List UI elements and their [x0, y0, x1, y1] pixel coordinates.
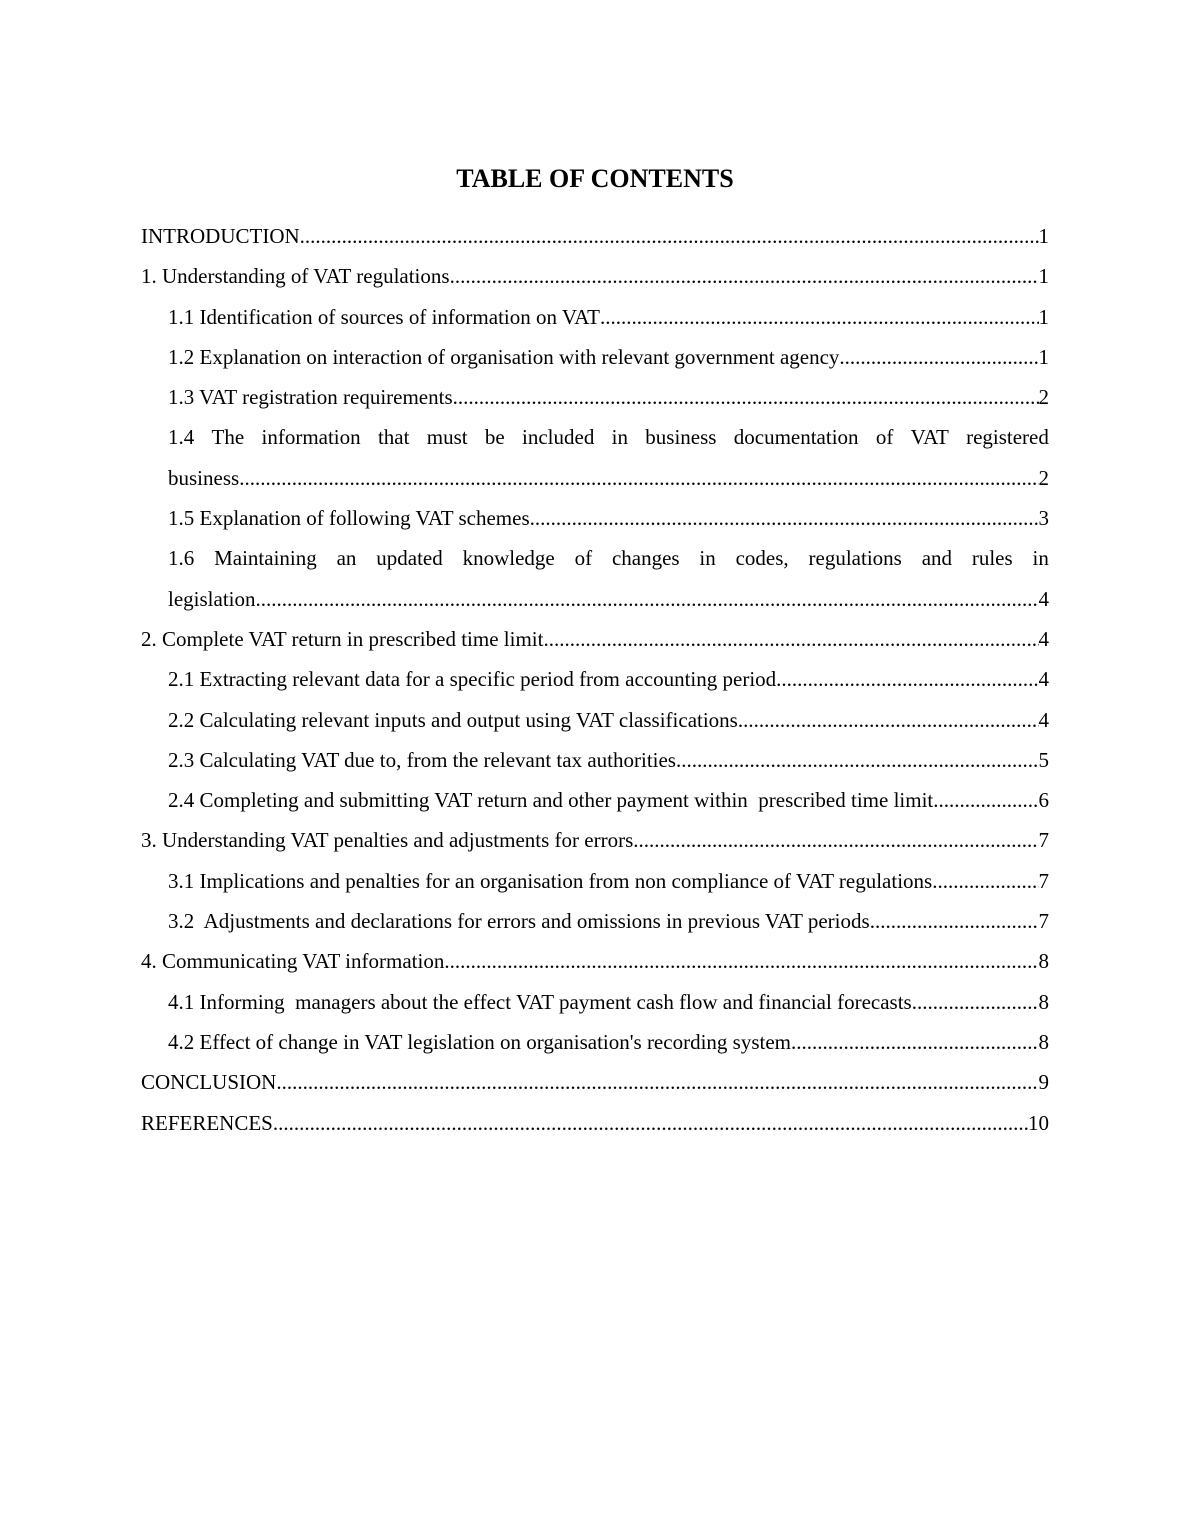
toc-page-number: 4 [1038, 586, 1049, 611]
toc-entry-text: 3.2 Adjustments and declarations for errors and omissions in previous VAT periods [168, 909, 870, 934]
toc-entry-line-2 [168, 458, 1049, 498]
toc-entry-text: 1.6 Maintaining an updated knowledge of changes in codes, regulations and rules in [168, 546, 1049, 571]
dot-leader [776, 659, 1038, 699]
toc-entry-text: 2.3 Calculating VAT due to, from the relevant tax authorities [168, 747, 676, 772]
toc-entry-text: 4. Communicating VAT information [141, 949, 445, 974]
toc-entry-text: INTRODUCTION [141, 224, 300, 248]
toc-page-number: 1 [1038, 344, 1049, 369]
toc-entry-text: 3. Understanding VAT penalties and adjustments for errors [141, 828, 634, 853]
toc-entry-text: 2.1 Extracting relevant data for a specific period from accounting period [168, 667, 777, 692]
toc-page-number: 6 [1038, 788, 1049, 813]
table-of-contents [141, 216, 1049, 1143]
toc-entry[interactable] [168, 982, 1049, 1022]
dot-leader [676, 740, 1039, 780]
toc-entry[interactable] [141, 256, 1049, 296]
toc-entry-text: 1.4 The information that must be included in business documentation of VAT registered [168, 425, 1049, 450]
toc-entry[interactable] [141, 1062, 1049, 1102]
dot-leader [276, 1062, 1038, 1102]
toc-entry-text: 2.2 Calculating relevant inputs and output using VAT classifications [168, 707, 738, 732]
dot-leader [450, 256, 1039, 296]
dot-leader [453, 377, 1039, 417]
toc-entry[interactable] [168, 417, 1049, 498]
toc-entry-text-continued: legislation [168, 586, 256, 611]
toc-entry[interactable] [168, 861, 1049, 901]
toc-entry[interactable] [168, 700, 1049, 740]
toc-entry[interactable] [168, 297, 1049, 337]
toc-entry-text: REFERENCES [141, 1110, 273, 1135]
toc-page-number: 4 [1038, 626, 1049, 651]
toc-entry-text: 2. Complete VAT return in prescribed time limit [141, 626, 544, 651]
toc-page-number: 5 [1038, 747, 1049, 772]
dot-leader [273, 1103, 1028, 1143]
toc-entry[interactable] [141, 941, 1049, 981]
toc-entry-text: 1.2 Explanation on interaction of organisation with relevant government agency [168, 344, 840, 369]
toc-entry[interactable] [168, 780, 1049, 820]
toc-entry-text-continued: business [168, 465, 240, 490]
toc-entry[interactable] [168, 377, 1049, 417]
toc-entry[interactable] [168, 498, 1049, 538]
dot-leader [543, 619, 1038, 659]
dot-leader [870, 901, 1039, 941]
toc-entry[interactable] [141, 619, 1049, 659]
toc-entry[interactable] [168, 740, 1049, 780]
toc-entry-line-1 [168, 417, 1049, 457]
toc-page-number: 4 [1038, 707, 1049, 732]
toc-page-number: 2 [1038, 385, 1049, 410]
dot-leader [239, 458, 1038, 498]
toc-entry[interactable] [168, 337, 1049, 377]
toc-page-number: 3 [1038, 506, 1049, 531]
toc-page-number: 1 [1038, 224, 1049, 248]
toc-entry[interactable] [168, 1022, 1049, 1062]
toc-entry-text: 1.1 Identification of sources of information on VAT [168, 304, 600, 329]
toc-entry-text: 4.1 Informing managers about the effect VAT payment cash flow and financial forecasts [168, 989, 912, 1014]
toc-page-number: 2 [1038, 465, 1049, 490]
toc-entry-text: 1.5 Explanation of following VAT schemes [168, 506, 530, 531]
dot-leader [791, 1022, 1039, 1062]
toc-entry-text: 4.2 Effect of change in VAT legislation on organisation's recording system [168, 1029, 791, 1054]
dot-leader [933, 780, 1038, 820]
toc-page-number: 1 [1038, 304, 1049, 329]
toc-title: TABLE OF CONTENTS [456, 164, 734, 193]
toc-entry[interactable] [141, 820, 1049, 860]
toc-entry-line-2 [168, 579, 1049, 619]
toc-entry[interactable] [141, 1103, 1049, 1143]
toc-page-number: 7 [1038, 909, 1049, 934]
toc-entry[interactable] [168, 538, 1049, 619]
toc-entry-text: CONCLUSION [141, 1070, 277, 1095]
dot-leader [530, 498, 1039, 538]
dot-leader [600, 297, 1039, 337]
toc-entry-text: 1. Understanding of VAT regulations [141, 264, 450, 289]
dot-leader [738, 700, 1039, 740]
toc-entry[interactable] [168, 659, 1049, 699]
dot-leader [932, 861, 1038, 901]
toc-entry-text: 2.4 Completing and submitting VAT return and other payment within prescribed time limit [168, 788, 934, 813]
toc-entry-text: 1.3 VAT registration requirements [168, 385, 453, 410]
dot-leader [633, 820, 1038, 860]
toc-page-number: 4 [1038, 667, 1049, 692]
toc-entry[interactable] [141, 216, 1049, 256]
toc-entry[interactable] [168, 901, 1049, 941]
toc-page-number: 9 [1038, 1070, 1049, 1095]
dot-leader [839, 337, 1038, 377]
toc-page-number: 7 [1038, 828, 1049, 853]
toc-page-number: 8 [1038, 989, 1049, 1014]
toc-page-number: 8 [1038, 1029, 1049, 1054]
dot-leader [444, 941, 1038, 981]
toc-page-number: 8 [1038, 949, 1049, 974]
toc-page-number: 1 [1038, 264, 1049, 289]
toc-entry-text: 3.1 Implications and penalties for an organisation from non compliance of VAT regulations [168, 868, 933, 893]
dot-leader [912, 982, 1039, 1022]
dot-leader [256, 579, 1039, 619]
toc-page-number: 10 [1028, 1110, 1049, 1135]
toc-entry-line-1 [168, 538, 1049, 578]
dot-leader [300, 216, 1039, 256]
toc-page-number: 7 [1038, 868, 1049, 893]
